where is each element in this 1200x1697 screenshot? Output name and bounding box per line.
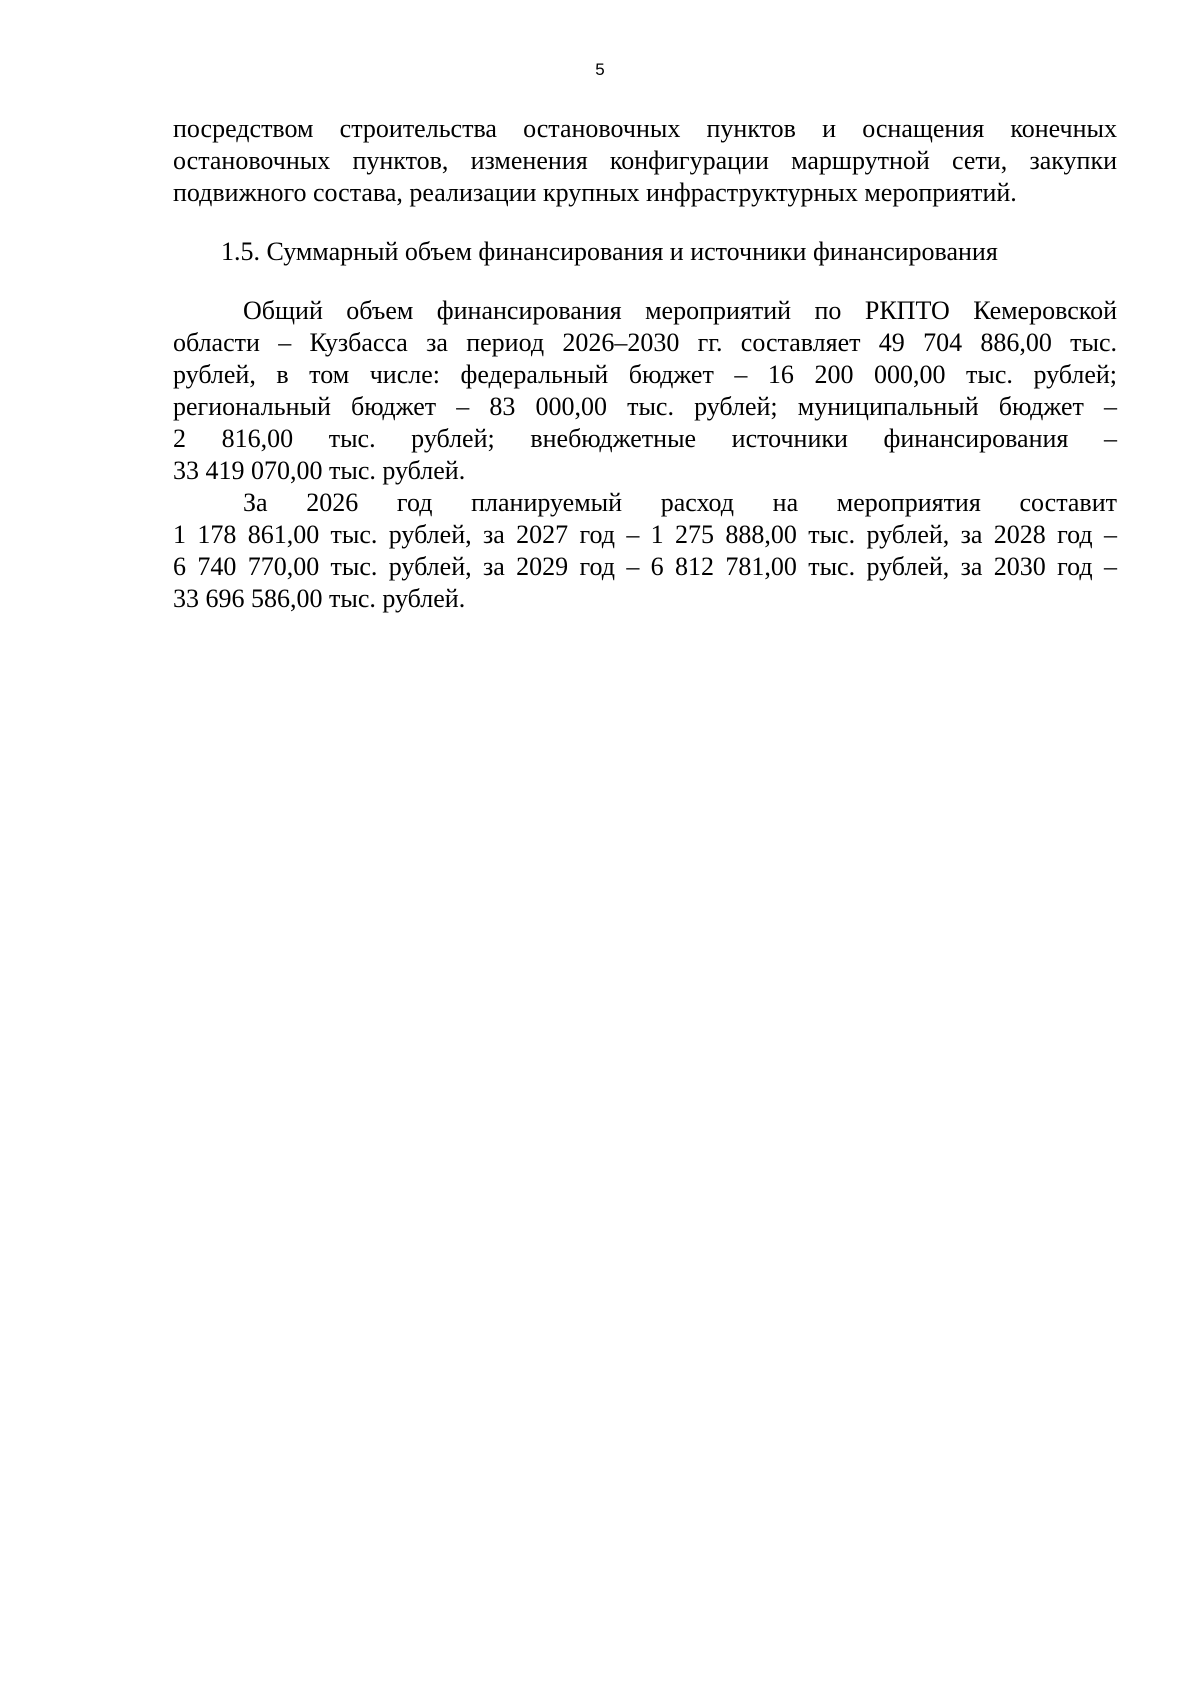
text-line: За 2026 год планируемый расход на мероприятия составит [243,488,1117,517]
page-number: 5 [595,60,605,79]
text-line: посредством строительства остановочных пунктов и оснащения конечных [173,114,1117,143]
text-line: 6 740 770,00 тыс. рублей, за 2029 год – 6 812 781,00 тыс. рублей, за 2030 год – [173,552,1117,581]
text-line: региональный бюджет – 83 000,00 тыс. рублей; муниципальный бюджет – [173,392,1117,421]
text-line: 33 419 070,00 тыс. рублей. [173,456,466,485]
text-line: 33 696 586,00 тыс. рублей. [173,584,466,613]
text-line: 2 816,00 тыс. рублей; внебюджетные источники финансирования – [173,424,1117,453]
paragraph-yearly-expenses [173,487,1117,615]
text-line: области – Кузбасса за период 2026–2030 гг. составляет 49 704 886,00 тыс. [173,328,1117,357]
text-line: подвижного состава, реализации крупных инфраструктурных мероприятий. [173,178,1017,207]
paragraph-infrastructure [173,113,1117,209]
text-line: 1 178 861,00 тыс. рублей, за 2027 год – 1 275 888,00 тыс. рублей, за 2028 год – [173,520,1117,549]
paragraph-total-funding [173,295,1117,487]
text-line: рублей, в том числе: федеральный бюджет – 16 200 000,00 тыс. рублей; [173,360,1117,389]
text-line: остановочных пунктов, изменения конфигурации маршрутной сети, закупки [173,146,1117,175]
section-heading: 1.5. Суммарный объем финансирования и источники финансирования [221,237,998,266]
text-line: Общий объем финансирования мероприятий по РКПТО Кемеровской [243,296,1117,325]
